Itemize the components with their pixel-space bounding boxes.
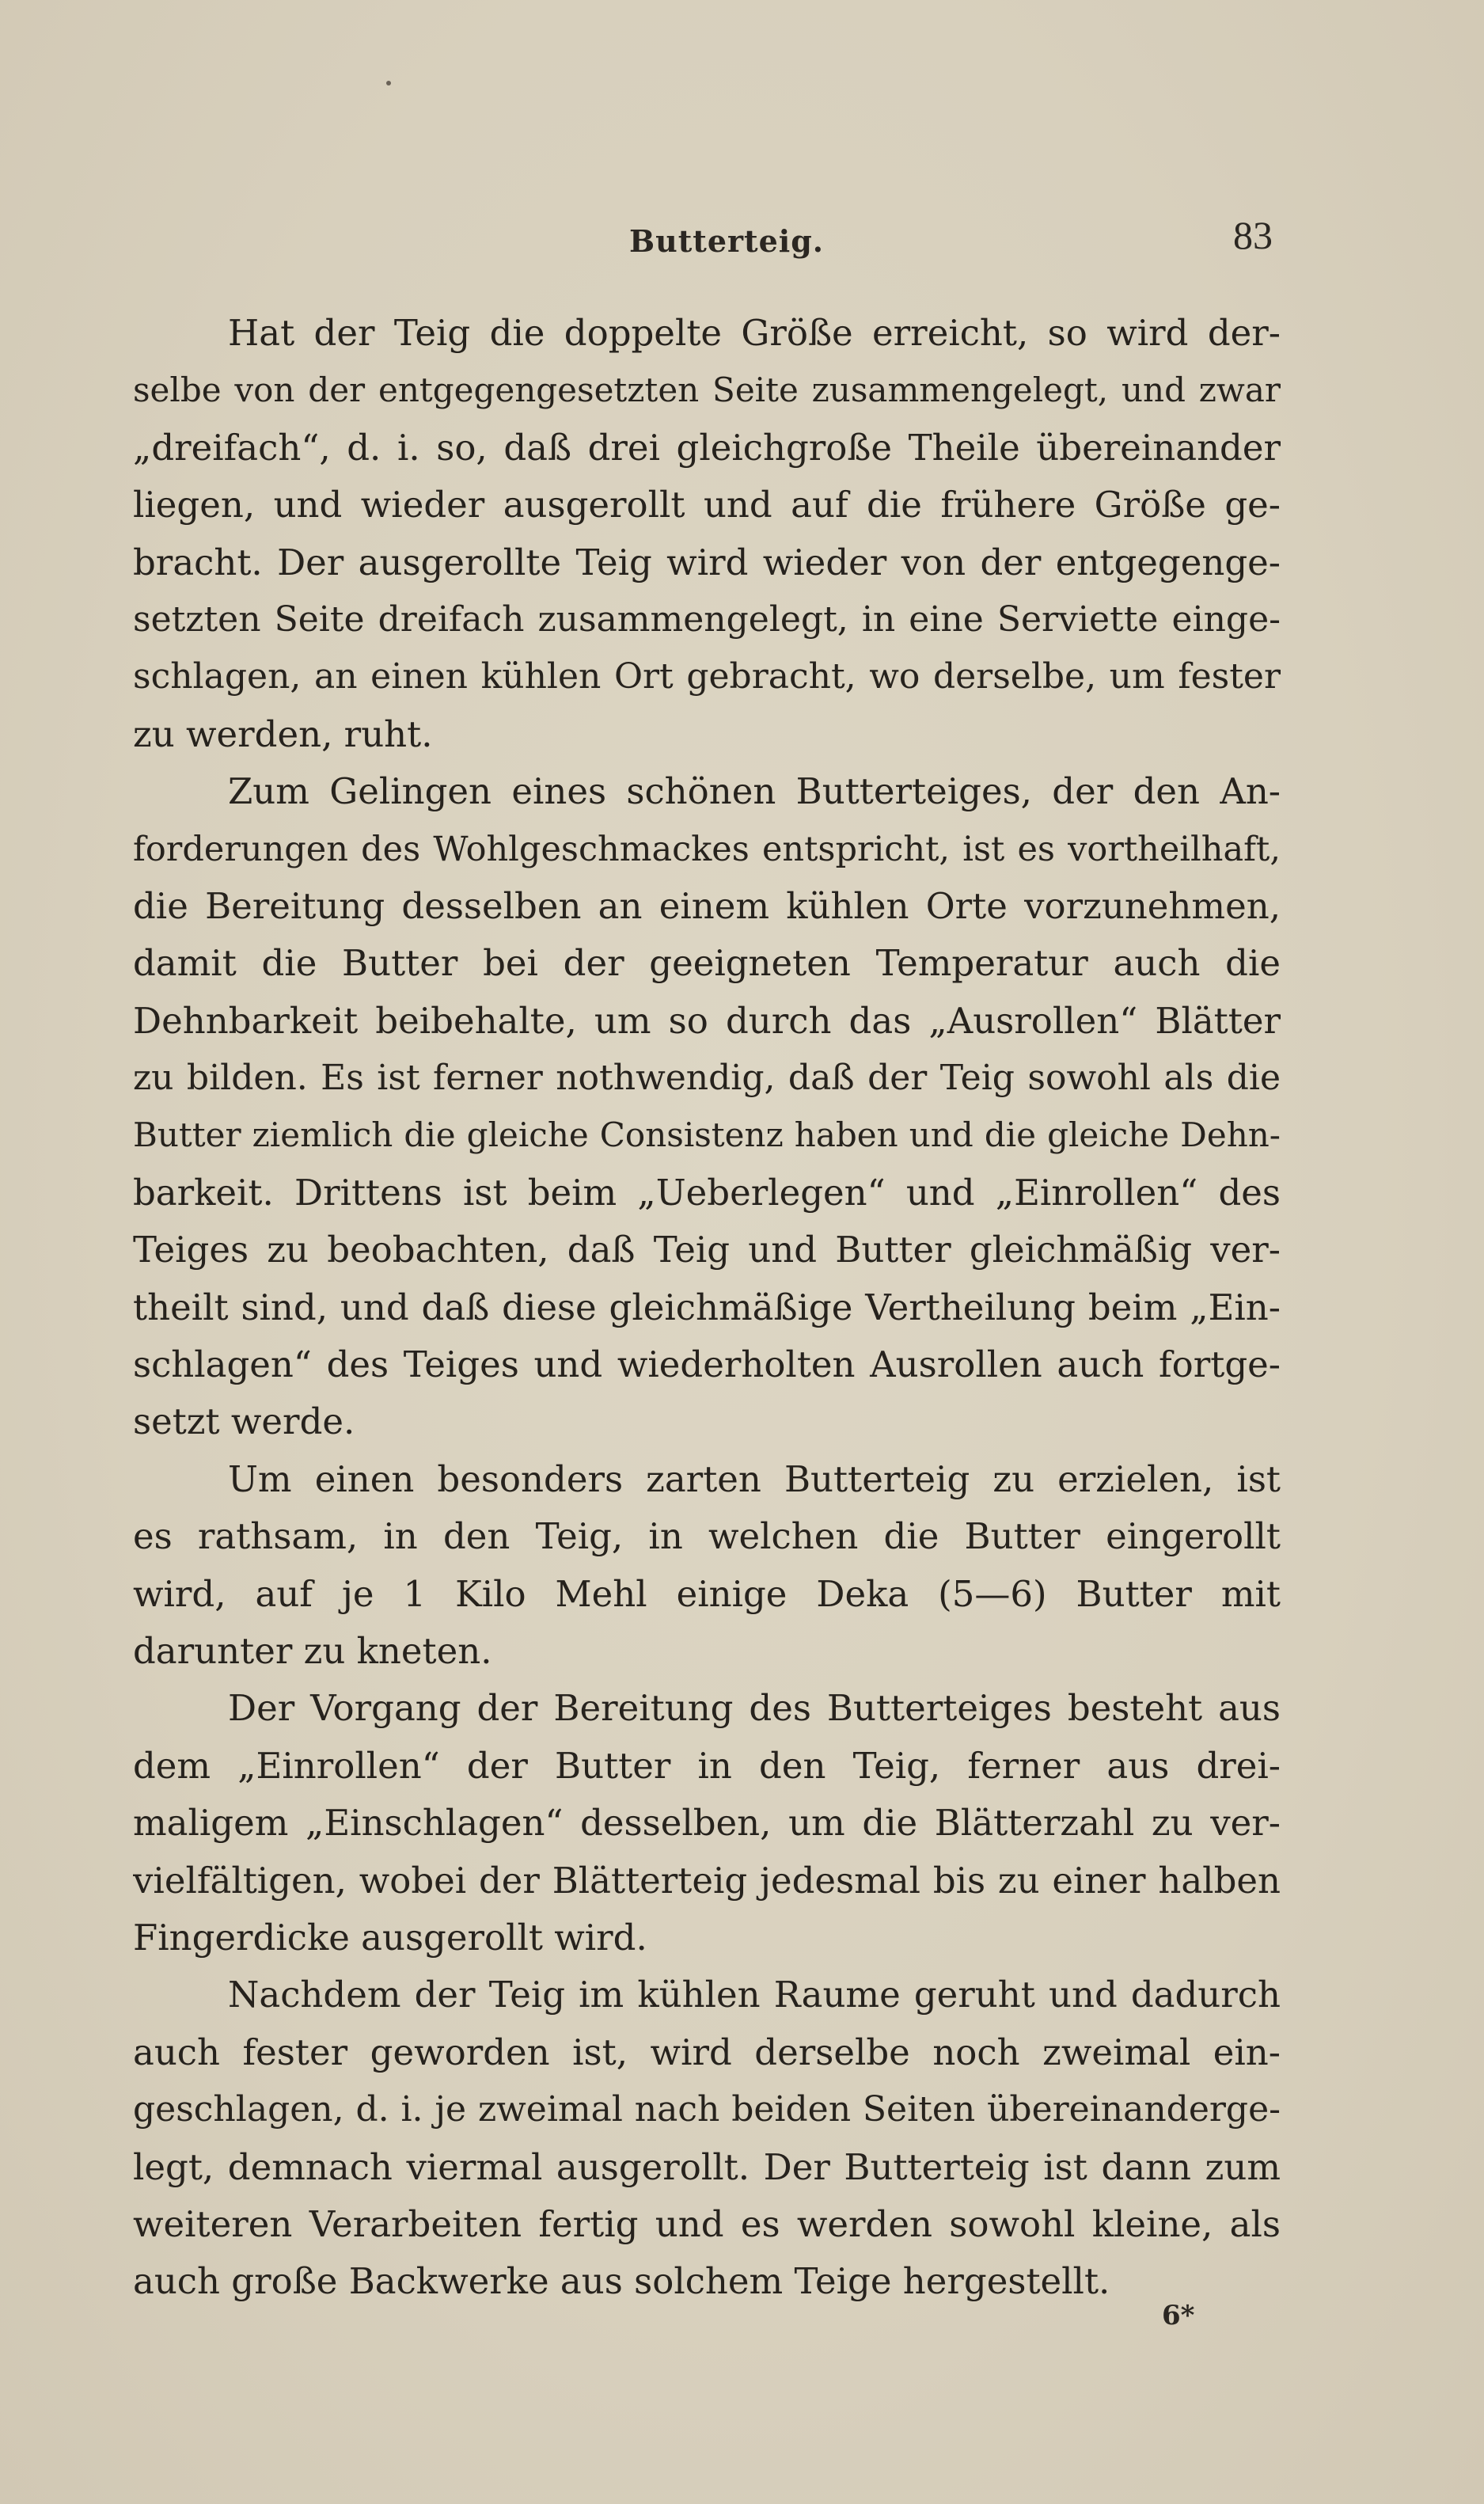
text-line: zu werden, ruht. — [133, 712, 433, 755]
text-line: Butter ziemlich die gleiche Consistenz haben und die gleiche Dehn- — [133, 1115, 1281, 1155]
text-line: geschlagen, d. i. je zweimal nach beiden Seiten übereinanderge- — [133, 2089, 1281, 2130]
text-line: wird, auf je 1 Kilo Mehl einige Deka (5—6) Butter mit — [133, 1572, 1281, 1615]
text-line: auch fester geworden ist, wird derselbe noch zweimal ein- — [133, 2031, 1281, 2073]
text-line: barkeit. Drittens ist beim „Ueberlegen“ und „Einrollen“ des — [133, 1171, 1281, 1214]
paragraph-1 — [133, 305, 1281, 763]
text-line: maligem „Einschlagen“ desselben, um die Blätterzahl zu ver- — [133, 1802, 1281, 1845]
paragraph-2 — [133, 763, 1281, 1451]
text-line: Fingerdicke ausgerollt wird. — [133, 1916, 647, 1959]
text-line: theilt sind, und daß diese gleichmäßige Vertheilung beim „Ein- — [133, 1286, 1281, 1328]
text-line: liegen, und wieder ausgerollt und auf die frühere Größe ge- — [133, 484, 1281, 526]
text-line: Hat der Teig die doppelte Größe erreicht, so wird der- — [228, 312, 1281, 354]
running-head — [0, 212, 1484, 268]
text-line: legt, demnach viermal ausgerollt. Der Butterteig ist dann zum — [133, 2145, 1281, 2188]
text-line: „dreifach“, d. i. so, daß drei gleichgroße Theile übereinander — [133, 426, 1281, 469]
text-line: dem „Einrollen“ der Butter in den Teig, ferner aus drei- — [133, 1744, 1281, 1787]
text-line: forderungen des Wohlgeschmackes entspricht, ist es vortheilhaft, — [133, 829, 1281, 869]
text-line: zu bilden. Es ist ferner nothwendig, daß der Teig sowohl als die — [133, 1058, 1281, 1099]
text-line: darunter zu kneten. — [133, 1629, 492, 1672]
text-line: Der Vorgang der Bereitung des Butterteiges besteht aus — [228, 1687, 1281, 1730]
text-line: Dehnbarkeit beibehalte, um so durch das „Ausrollen“ Blätter — [133, 999, 1281, 1042]
page-number: 83 — [1233, 213, 1273, 257]
running-title: Butterteig. — [629, 223, 825, 259]
text-line: schlagen“ des Teiges und wiederholten Ausrollen auch fortge- — [133, 1343, 1281, 1386]
text-line: auch große Backwerke aus solchem Teige hergestellt. — [133, 2260, 1110, 2303]
text-line: selbe von der entgegengesetzten Seite zusammengelegt, und zwar — [133, 370, 1281, 410]
text-line: die Bereitung desselben an einem kühlen Orte vorzunehmen, — [133, 884, 1281, 927]
text-line: weiteren Verarbeiten fertig und es werden sowohl kleine, als — [133, 2202, 1281, 2245]
paper-speck — [386, 81, 391, 85]
text-line: Um einen besonders zarten Butterteig zu erzielen, ist — [228, 1457, 1281, 1500]
paragraph-4 — [133, 1680, 1281, 1966]
text-line: damit die Butter bei der geeigneten Temperatur auch die — [133, 942, 1281, 985]
text-line: setzt werde. — [133, 1400, 355, 1443]
text-line: Teiges zu beobachten, daß Teig und Butter gleichmäßig ver- — [133, 1229, 1281, 1271]
body-text — [133, 305, 1281, 2311]
paragraph-5 — [133, 1966, 1281, 2310]
text-line: Zum Gelingen eines schönen Butterteiges, der den An- — [228, 770, 1281, 813]
signature-mark: 6* — [1162, 2300, 1195, 2331]
paragraph-3 — [133, 1451, 1281, 1681]
text-line: schlagen, an einen kühlen Ort gebracht, wo derselbe, um fester — [133, 656, 1281, 697]
text-line: vielfältigen, wobei der Blätterteig jedesmal bis zu einer halben — [133, 1859, 1281, 1902]
text-line: setzten Seite dreifach zusammengelegt, in eine Serviette einge- — [133, 598, 1281, 640]
text-line: Nachdem der Teig im kühlen Raume geruht und dadurch — [228, 1974, 1281, 2016]
text-line: bracht. Der ausgerollte Teig wird wieder von der entgegenge- — [133, 541, 1281, 583]
text-line: es rathsam, in den Teig, in welchen die Butter eingerollt — [133, 1515, 1281, 1558]
